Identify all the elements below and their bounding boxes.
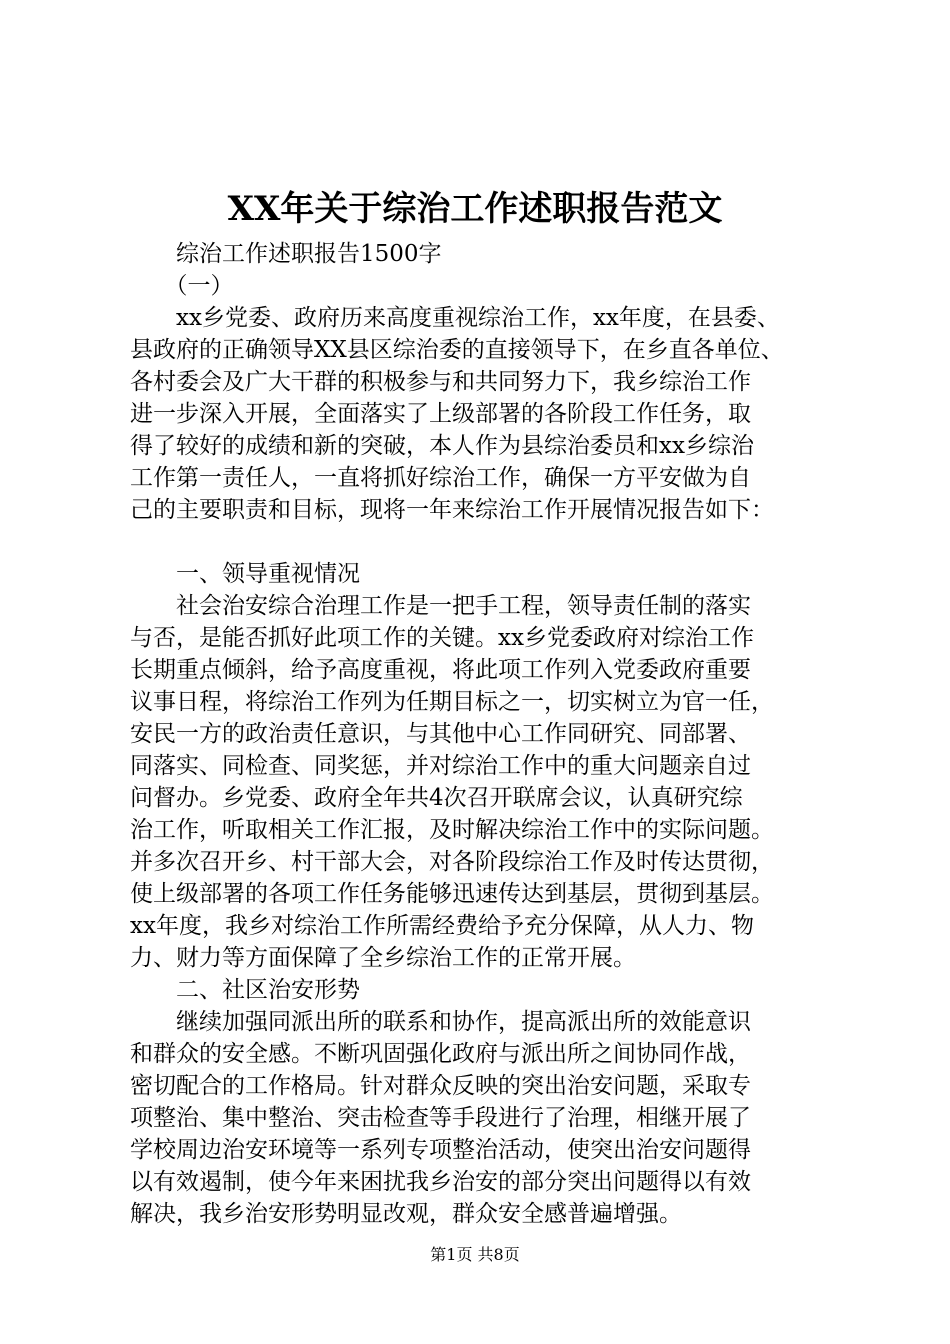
text-line: （一） [130,273,234,299]
text-line: 和群众的安全感。不断巩固强化政府与派出所之间协同作战， [130,1041,751,1067]
text-line: 己的主要职责和目标，现将一年来综治工作开展情况报告如下： [130,497,774,523]
document-body [130,238,830,1230]
text-line: 议事日程，将综治工作列为任期目标之一，切实树立为官一任， [130,689,774,715]
paragraph-gap [130,526,830,558]
text-line: 密切配合的工作格局。针对群众反映的突出治安问题，采取专 [130,1073,751,1099]
text-line: 问督办。乡党委、政府全年共4次召开联席会议，认真研究综 [130,785,743,811]
text-line: 继续加强同派出所的联系和协作，提高派出所的效能意识 [130,1009,751,1035]
text-line: 综治工作述职报告1500字 [130,241,442,267]
text-line: 一、领导重视情况 [130,561,360,587]
text-line: 项整治、集中整治、突击检查等手段进行了治理，相继开展了 [130,1105,751,1131]
page-footer: 第1页 共8页 [430,1245,520,1264]
text-line: xx年度，我乡对综治工作所需经费给予充分保障，从人力、物 [130,913,754,939]
text-line: 与否，是能否抓好此项工作的关键。xx乡党委政府对综治工作 [130,625,754,651]
text-line: 并多次召开乡、村干部大会，对各阶段综治工作及时传达贯彻， [130,849,774,875]
text-line: 解决，我乡治安形势明显改观，群众安全感普遍增强。 [130,1201,682,1227]
text-line: 学校周边治安环境等一系列专项整治活动，使突出治安问题得 [130,1137,751,1163]
text-line: 长期重点倾斜，给予高度重视，将此项工作列入党委政府重要 [130,657,751,683]
text-line: xx乡党委、政府历来高度重视综治工作，xx年度，在县委、 [130,305,780,331]
text-line: 得了较好的成绩和新的突破，本人作为县综治委员和xx乡综治 [130,433,754,459]
text-line: 工作第一责任人，一直将抓好综治工作，确保一方平安做为自 [130,465,751,491]
text-line: 各村委会及广大干群的积极参与和共同努力下，我乡综治工作 [130,369,751,395]
text-line: 以有效遏制，使今年来困扰我乡治安的部分突出问题得以有效 [130,1169,751,1195]
text-line: 治工作，听取相关工作汇报，及时解决综治工作中的实际问题。 [130,817,774,843]
text-line: 进一步深入开展，全面落实了上级部署的各阶段工作任务，取 [130,401,751,427]
text-line: 社会治安综合治理工作是一把手工程，领导责任制的落实 [130,593,751,619]
text-line: 使上级部署的各项工作任务能够迅速传达到基层，贯彻到基层。 [130,881,774,907]
text-line: 二、社区治安形势 [130,977,360,1003]
text-line: 安民一方的政治责任意识，与其他中心工作同研究、同部署、 [130,721,751,747]
document-title: XX年关于综治工作述职报告范文 [227,189,723,229]
text-line: 县政府的正确领导XX县区综治委的直接领导下，在乡直各单位、 [130,337,784,363]
text-line: 力、财力等方面保障了全乡综治工作的正常开展。 [130,945,636,971]
text-line: 同落实、同检查、同奖惩，并对综治工作中的重大问题亲自过 [130,753,751,779]
